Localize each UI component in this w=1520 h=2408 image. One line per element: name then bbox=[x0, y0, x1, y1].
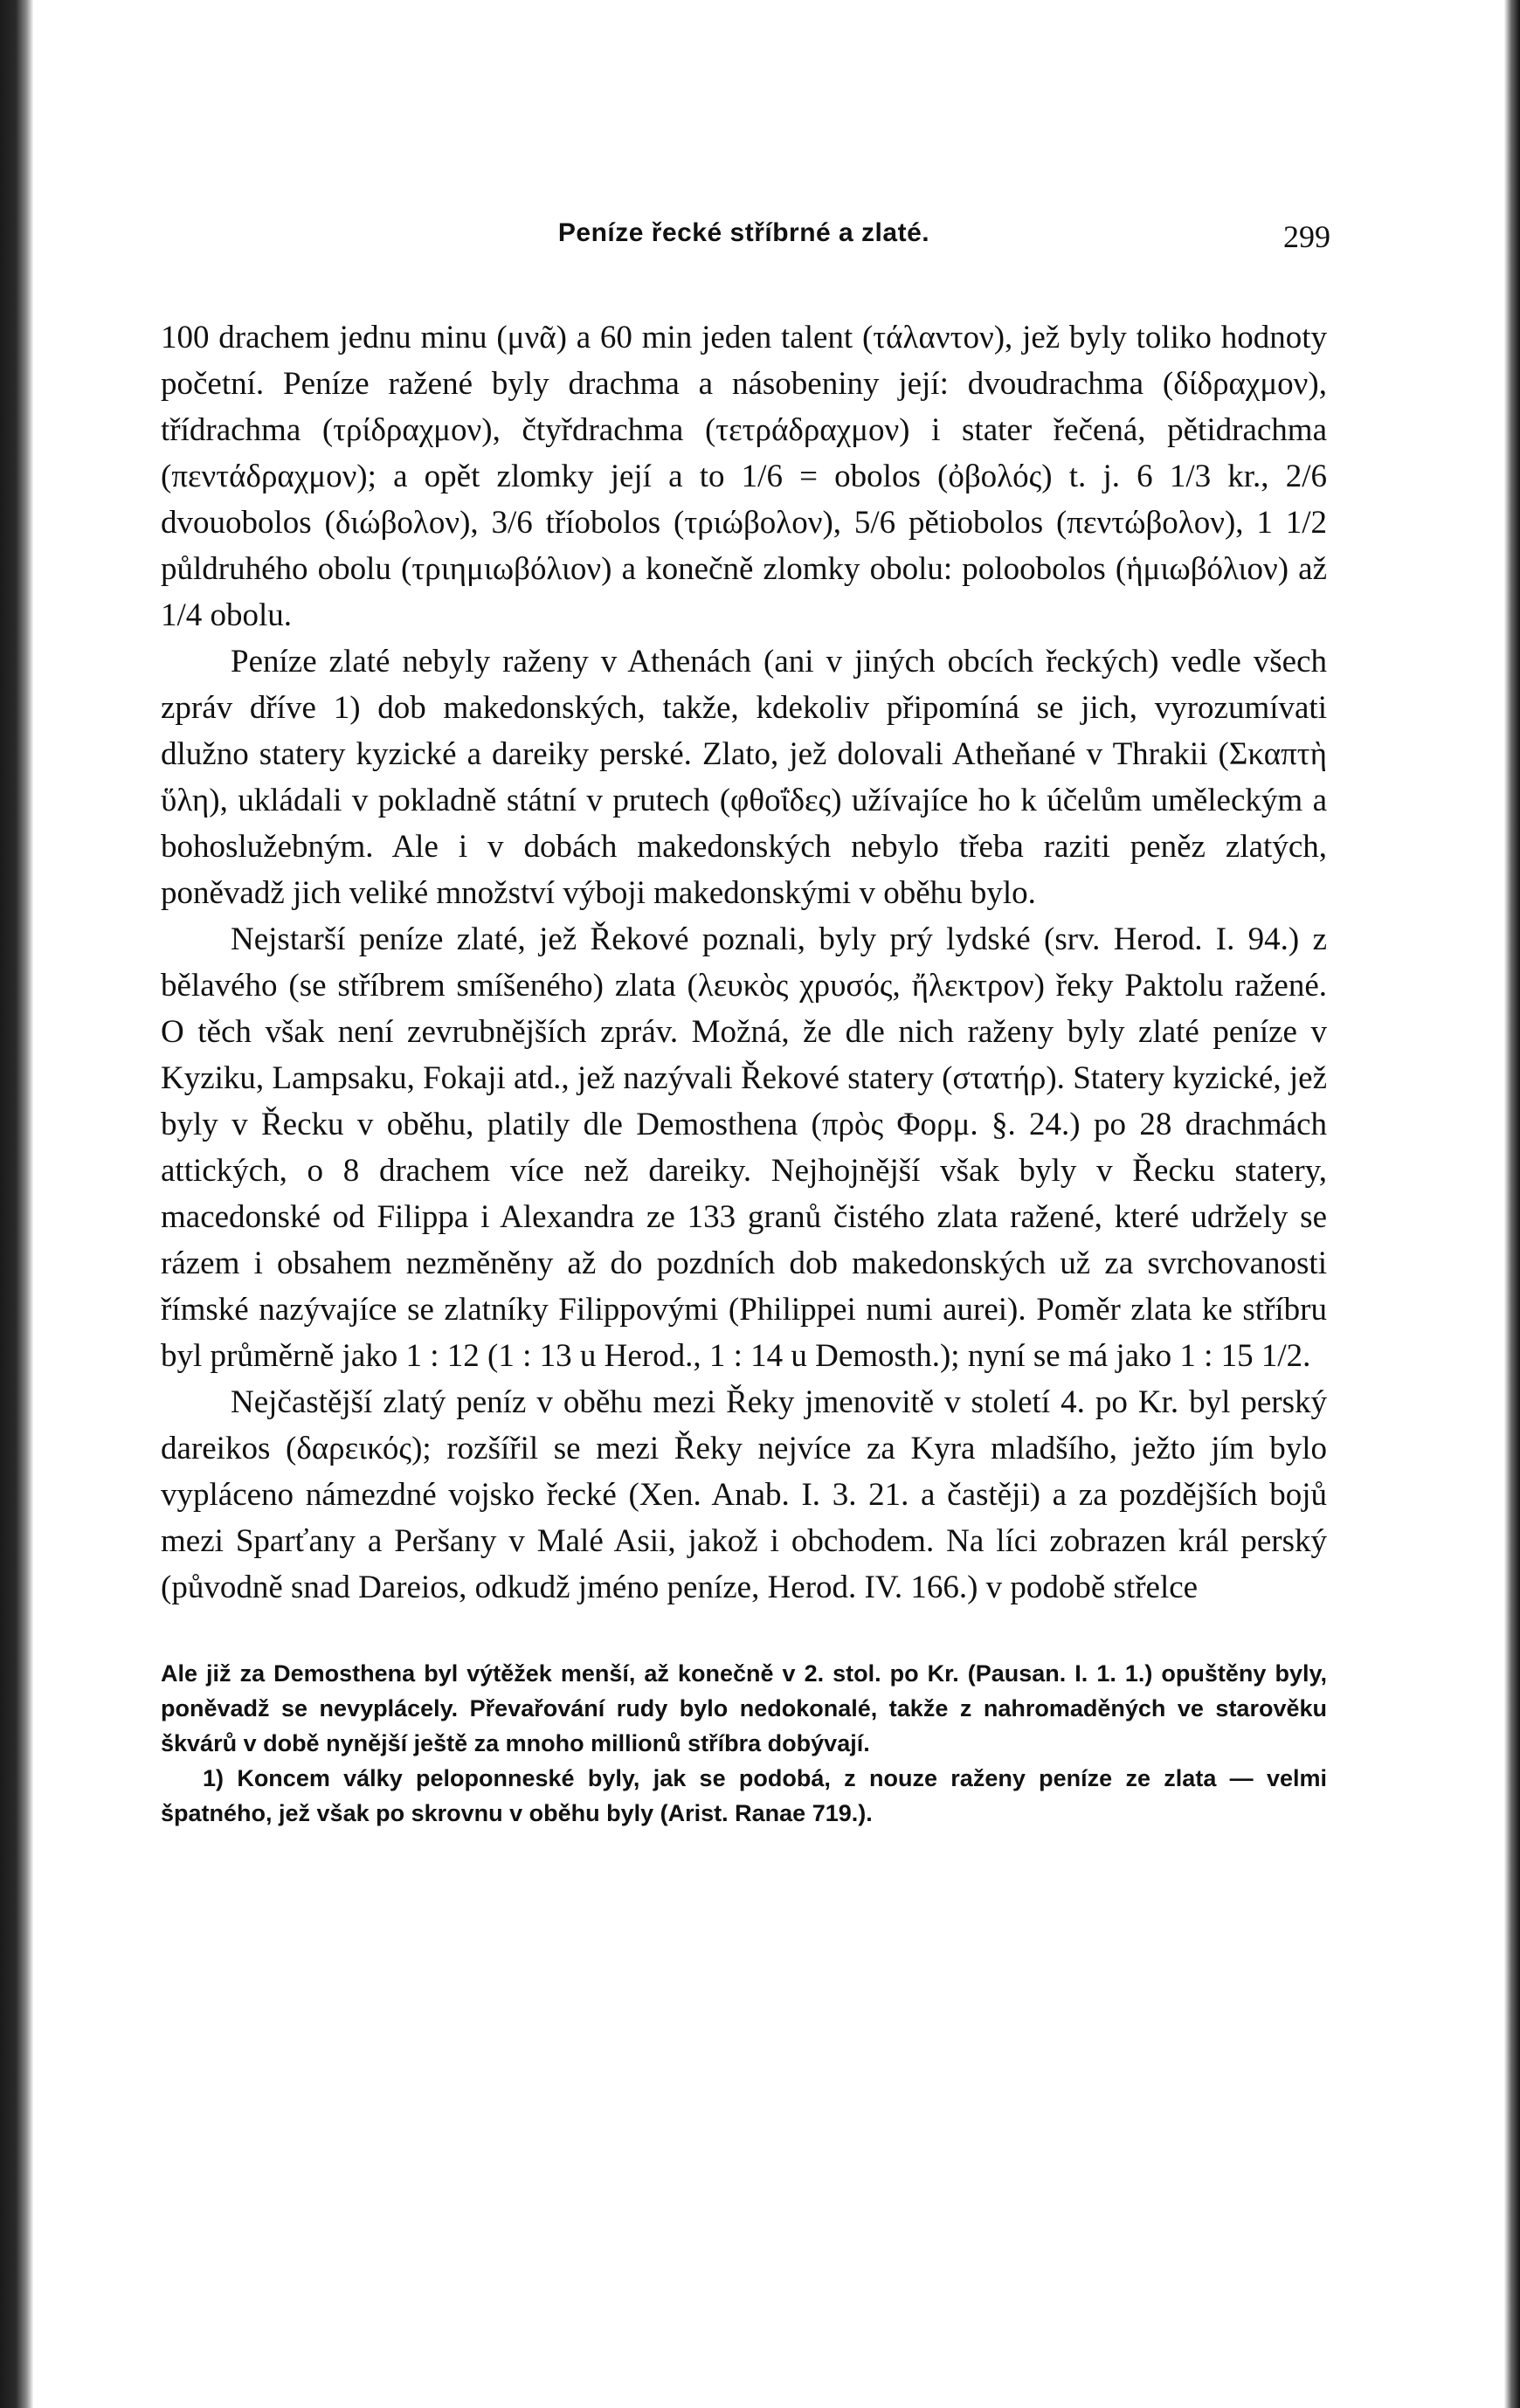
body-text bbox=[161, 314, 1327, 1611]
paragraph-3: Nejstarší peníze zlaté, jež Řekové poznali, byly prý lydské (srv. Herod. I. 94.) z bělavého (se stříbrem smíšeného) zlata (λευκὸς χρυσός, ἤλεκτρον) řeky Paktolu ražené. O těch však není zevrubnějších zpráv. Možná, že dle nich raženy byly zlaté peníze v Kyziku, Lampsaku, Fokaji atd., jež nazývali Řekové statery (στατήρ). Statery kyzické, jež byly v Řecku v oběhu, platily dle Demosthena (πρὸς Φορμ. §. 24.) po 28 drachmách attických, o 8 drachem více než dareiky. Nejhojnější však byly v Řecku statery, macedonské od Filippa i Alexandra ze 133 granů čistého zlata ražené, které udržely se rázem i obsahem nezměněny až do pozdních dob makedonských už za svrchovanosti římské nazývajíce se zlatníky Filippovými (Philippei numi aurei). Poměr zlata ke stříbru byl průměrně jako 1 : 12 (1 : 13 u Herod., 1 : 14 u Demosth.); nyní se má jako 1 : 15 1/2. bbox=[161, 921, 1327, 1374]
running-title: Peníze řecké stříbrné a zlaté. bbox=[557, 218, 930, 247]
book-page bbox=[161, 218, 1330, 1831]
footnote-continuation: Ale již za Demosthena byl výtěžek menší, až konečně v 2. stol. po Kr. (Pausan. I. 1. 1.) opuštěny byly, poněvadž se nevyplácely. Převařování rudy bylo nedokonalé, takže z nahromaděných ve starověku škvárů v době nynější ještě za mnoho millionů stříbra dobývají. bbox=[161, 1660, 1327, 1756]
paragraph-2: Peníze zlaté nebyly raženy v Athenách (ani v jiných obcích řeckých) vedle všech zpráv dříve 1) dob makedonských, takže, kdekoliv připomíná se jich, vyrozumívati dlužno statery kyzické a dareiky perské. Zlato, jež dolovali Atheňané v Thrakii (Σκαπτὴ ὕλη), ukládali v pokladně státní v prutech (φθοΐδες) užívajíce ho k účelům uměleckým a bohoslužebným. Ale i v dobách makedonských nebylo třeba raziti peněz zlatých, poněvadž jich veliké množství výboji makedonskými v oběhu bylo. bbox=[161, 644, 1327, 911]
scan-edge-right bbox=[1504, 0, 1520, 2408]
running-head bbox=[161, 218, 1330, 271]
page-number: 299 bbox=[1283, 219, 1330, 254]
footnotes bbox=[161, 1656, 1327, 1831]
paragraph-1: 100 drachem jednu minu (μνᾶ) a 60 min jeden talent (τάλαντον), jež byly toliko hodnoty početní. Peníze ražené byly drachma a násobeniny její: dvoudrachma (δίδραχμον), třídrachma (τρίδραχμον), čtyřdrachma (τετράδραχμον) i stater řečená, pětidrachma (πεντάδραχμον); a opět zlomky její a to 1/6 = obolos (ὀβολός) t. j. 6 1/3 kr., 2/6 dvouobolos (διώβολον), 3/6 tříobolos (τριώβολον), 5/6 pětiobolos (πεντώβολον), 1 1/2 půldruhého obolu (τριημιωβόλιον) a konečně zlomky obolu: poloobolos (ἡμιωβόλιον) až 1/4 obolu. bbox=[161, 320, 1327, 633]
scan-edge-left bbox=[0, 0, 33, 2408]
paragraph-4: Nejčastější zlatý peníz v oběhu mezi Řeky jmenovitě v století 4. po Kr. byl perský dareikos (δαρεικός); rozšířil se mezi Řeky nejvíce za Kyra mladšího, ježto jím bylo vypláceno námezdné vojsko řecké (Xen. Anab. I. 3. 21. a častěji) a za pozdějších bojů mezi Sparťany a Peršany v Malé Asii, jakož i obchodem. Na líci zobrazen král perský (původně snad Dareios, odkudž jméno peníze, Herod. IV. 166.) v podobě střelce bbox=[161, 1384, 1327, 1605]
footnote-1: 1) Koncem války peloponneské byly, jak se podobá, z nouze raženy peníze ze zlata — velmi špatného, jež však po skrovnu v oběhu byly (Arist. Ranae 719.). bbox=[161, 1765, 1327, 1826]
